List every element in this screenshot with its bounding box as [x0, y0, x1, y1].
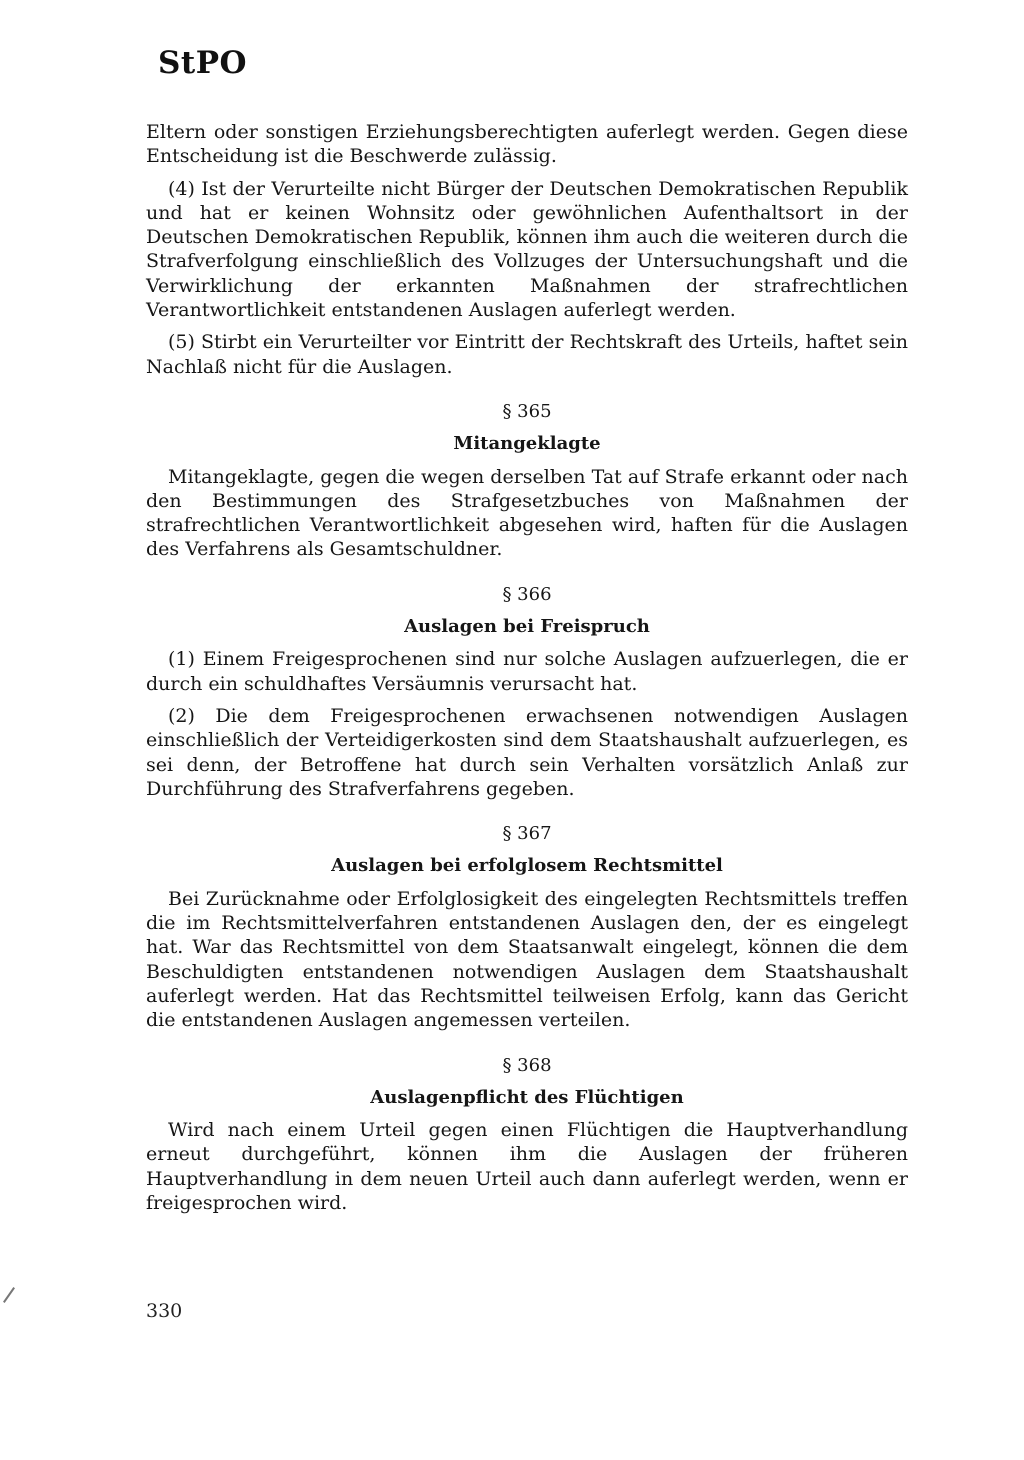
section-366-paragraph-1: (1) Einem Freigesprochenen sind nur solche Auslagen aufzuerlegen, die er durch ein schuldhaftes Versäumnis verursacht hat.	[146, 648, 908, 695]
page-number: 330	[146, 1300, 183, 1322]
paragraph-clause-4: (4) Ist der Verurteilte nicht Bürger der Deutschen Demokratischen Republik und hat er keinen Wohnsitz oder gewöhnlichen Aufenthaltsort in der Deutschen Demokratischen Republik, können ihm auch die weiteren durch die Strafverfolgung einschließlich des Vollzuges der Untersuchungshaft und die Verwirklichung der erkannten Maßnahmen der strafrechtlichen Verantwortlichkeit entstandenen Auslagen auferlegt werden.	[146, 177, 908, 322]
section-title-366: Auslagen bei Freispruch	[404, 616, 650, 638]
paragraph-continued: Eltern oder sonstigen Erziehungsberechtigten auferlegt werden. Gegen diese Entscheidung ist die Beschwerde zulässig.	[146, 121, 908, 168]
paragraph-clause-5: (5) Stirbt ein Verurteilter vor Eintritt der Rechtskraft des Urteils, haftet sein Nachlaß nicht für die Auslagen.	[146, 331, 908, 378]
page-content	[146, 120, 908, 1223]
section-number-367: § 367	[502, 823, 552, 845]
section-number-365: § 365	[502, 400, 552, 422]
section-title-368: Auslagenpflicht des Flüchtigen	[370, 1086, 684, 1108]
section-366-paragraph-2: (2) Die dem Freigesprochenen erwachsenen notwendigen Auslagen einschließlich der Verteidigerkosten sind dem Staatshaushalt aufzuerlegen, es sei denn, der Betroffene hat durch sein Verhalten vorsätzlich Anlaß zur Durchführung des Strafverfahrens gegeben.	[146, 704, 908, 800]
section-title-365: Mitangeklagte	[453, 433, 601, 455]
section-title-367: Auslagen bei erfolglosem Rechtsmittel	[331, 855, 723, 877]
section-number-366: § 366	[502, 583, 552, 605]
running-header: StPO	[158, 45, 248, 81]
scan-mark	[3, 1287, 15, 1303]
section-368-paragraph: Wird nach einem Urteil gegen einen Flüchtigen die Hauptverhandlung erneut durchgeführt, können ihm die Auslagen der früheren Hauptverhandlung in dem neuen Urteil auch dann auferlegt werden, wenn er freigesprochen wird.	[146, 1119, 908, 1214]
section-365-paragraph: Mitangeklagte, gegen die wegen derselben Tat auf Strafe erkannt oder nach den Bestimmungen des Strafgesetzbuches von Maßnahmen der strafrechtlichen Verantwortlichkeit abgesehen wird, haften für die Auslagen des Verfahrens als Gesamtschuldner.	[146, 465, 908, 561]
section-367-paragraph: Bei Zurücknahme oder Erfolglosigkeit des eingelegten Rechtsmittels treffen die im Rechtsmittelverfahren entstandenen Auslagen den, der es eingelegt hat. War das Rechtsmittel von dem Staatsanwalt eingelegt, können die dem Beschuldigten entstandenen notwendigen Auslagen dem Staatshaushalt auferlegt werden. Hat das Rechtsmittel teilweisen Erfolg, kann das Gericht die entstandenen Auslagen angemessen verteilen.	[146, 887, 908, 1032]
section-number-368: § 368	[502, 1054, 552, 1076]
